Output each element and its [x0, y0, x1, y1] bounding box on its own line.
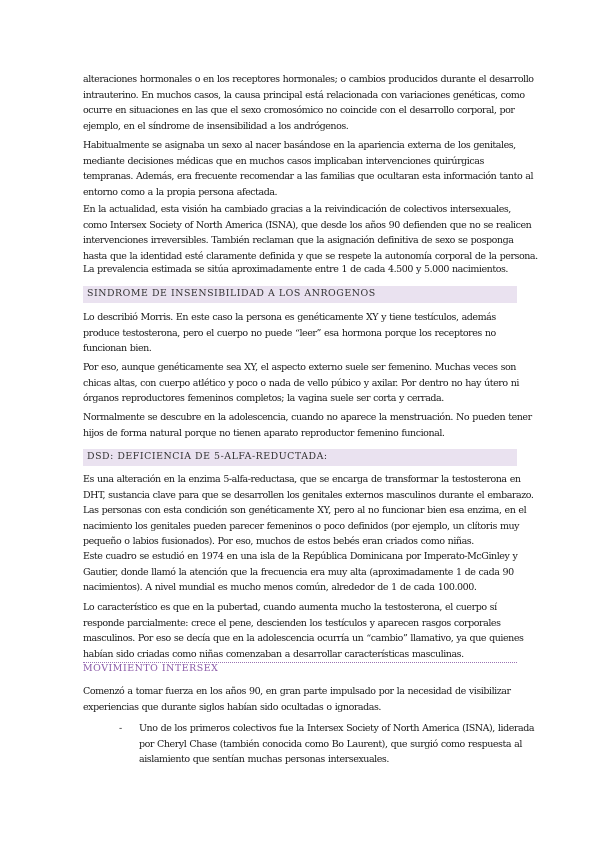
text-line: hijos de forma natural porque no tienen aparato reproductor femenino funcional.: [83, 427, 445, 439]
heading-movement: MOVIMIENTO INTERSEX: [83, 663, 219, 674]
text-line: chicas altas, con cuerpo atlético y poco o nada de vello púbico y axilar. Por dentro no hay útero ni: [83, 377, 519, 389]
text-line: aislamiento que sentían muchas personas intersexuales.: [139, 754, 389, 765]
paragraph-movement: [83, 684, 517, 715]
text-line: Habitualmente se asignaba un sexo al nacer basándose en la apariencia externa de los genitales,: [83, 140, 516, 151]
text-line: experiencias que durante siglos habían sido ocultadas o ignoradas.: [83, 701, 381, 713]
text-line: responde parcialmente: crece el pene, descienden los testículos y aparecen rasgos corporales: [83, 617, 501, 629]
text-line: órganos reproductores femeninos completos; la vagina suele ser corta y cerrada.: [83, 393, 444, 404]
heading-band-ais: [83, 286, 517, 303]
paragraph-study: [83, 549, 517, 596]
paragraph-current-view: [83, 202, 538, 264]
paragraph-adolescence: [83, 410, 532, 441]
paragraph-prevalence: [83, 262, 517, 278]
text-line: ejemplo, en el síndrome de insensibilidad a los andrógenos.: [83, 120, 349, 132]
text-line: habían sido criadas como niñas comenzaban a desarrollar características masculinas.: [83, 648, 464, 660]
text-line: funcionan bien.: [83, 343, 152, 354]
text-line: pequeño o labios fusionados). Por eso, muchos de estos bebés eran criados como niñas.: [83, 536, 474, 547]
text-line: produce testosterona, pero el cuerpo no puede “leer” esa hormona porque los receptores no: [83, 327, 496, 339]
text-line: Comenzó a tomar fuerza en los años 90, en gran parte impulsado por la necesidad de visibilizar: [83, 686, 511, 697]
text-line: hasta que la identidad esté claramente definida y que se respete la autonomía corporal de la persona.: [83, 250, 538, 262]
text-line: tempranas. Además, era frecuente recomendar a las familias que ocultaran esta información tanto al: [83, 171, 534, 182]
text-line: intervenciones irreversibles. También reclaman que la asignación definitiva de sexo se posponga: [83, 235, 514, 246]
paragraph-morris: [83, 310, 517, 357]
text-line: por Cheryl Chase (también conocida como Bo Laurent), que surgió como respuesta al: [139, 738, 522, 750]
bullet-text: [139, 721, 535, 768]
text-line: DHT, sustancia clave para que se desarrollen los genitales externos masculinos durante el embarazo.: [83, 489, 534, 501]
text-line: Las personas con esta condición son genéticamente XY, pero al no funcionar bien esa enzima, en el: [83, 505, 527, 516]
text-line: ocurre en situaciones en las que el sexo cromosómico no coincide con el desarrollo corporal, por: [83, 105, 515, 116]
paragraph-causes: [83, 72, 534, 134]
heading-dsd: DSD: DEFICIENCIA DE 5-ALFA-REDUCTADA:: [87, 451, 328, 462]
paragraph-enzyme: [83, 472, 534, 550]
text-line: Normalmente se descubre en la adolescencia, cuando no aparece la menstruación. No pueden tener: [83, 412, 532, 423]
text-line: La prevalencia estimada se sitúa aproximadamente entre 1 de cada 4.500 y 5.000 nacimientos.: [83, 264, 508, 275]
paragraph-puberty: [83, 600, 524, 662]
heading-band-dsd: [83, 449, 517, 466]
text-line: Por eso, aunque genéticamente sea XY, el aspecto externo suele ser femenino. Muchas veces son: [83, 362, 516, 373]
text-line: Uno de los primeros colectivos fue la Intersex Society of North America (ISNA), liderada: [139, 723, 535, 734]
section-rule: [83, 662, 517, 663]
bullet-marker: -: [119, 723, 123, 734]
heading-ais: SINDROME DE INSENSIBILIDAD A LOS ANROGENOS: [87, 288, 376, 299]
text-line: Gautier, donde llamó la atención que la frecuencia era muy alta (aproximadamente 1 de cada 90: [83, 566, 514, 578]
text-line: En la actualidad, esta visión ha cambiado gracias a la reivindicación de colectivos intersexuales,: [83, 204, 511, 215]
text-line: alteraciones hormonales o en los receptores hormonales; o cambios producidos durante el desarrollo: [83, 74, 534, 85]
text-line: nacimiento los genitales pueden parecer femeninos o poco definidos (por ejemplo, un clítoris muy: [83, 520, 520, 532]
text-line: como Intersex Society of North America (ISNA), que desde los años 90 defienden que no se realicen: [83, 219, 532, 231]
text-line: masculinos. Por eso se decía que en la adolescencia ocurría un “cambio” llamativo, ya que quienes: [83, 633, 524, 644]
text-line: nacimientos). A nivel mundial es mucho menos común, alrededor de 1 de cada 100.000.: [83, 582, 477, 593]
text-line: entorno como a la propia persona afectada.: [83, 186, 278, 198]
paragraph-assignment: [83, 138, 534, 200]
paragraph-phenotype: [83, 360, 517, 407]
text-line: Lo característico es que en la pubertad, cuando aumenta mucho la testosterona, el cuerpo sí: [83, 602, 497, 613]
text-line: intrauterino. En muchos casos, la causa principal está relacionada con variaciones genéticas, como: [83, 89, 525, 101]
text-line: Lo describió Morris. En este caso la persona es genéticamente XY y tiene testículos, además: [83, 312, 496, 323]
text-line: mediante decisiones médicas que en muchos casos implicaban intervenciones quirúrgicas: [83, 155, 484, 167]
text-line: Es una alteración en la enzima 5-alfa-reductasa, que se encarga de transformar la testosterona en: [83, 474, 521, 485]
text-line: Este cuadro se estudió en 1974 en una isla de la República Dominicana por Imperato-McGinley y: [83, 551, 518, 562]
